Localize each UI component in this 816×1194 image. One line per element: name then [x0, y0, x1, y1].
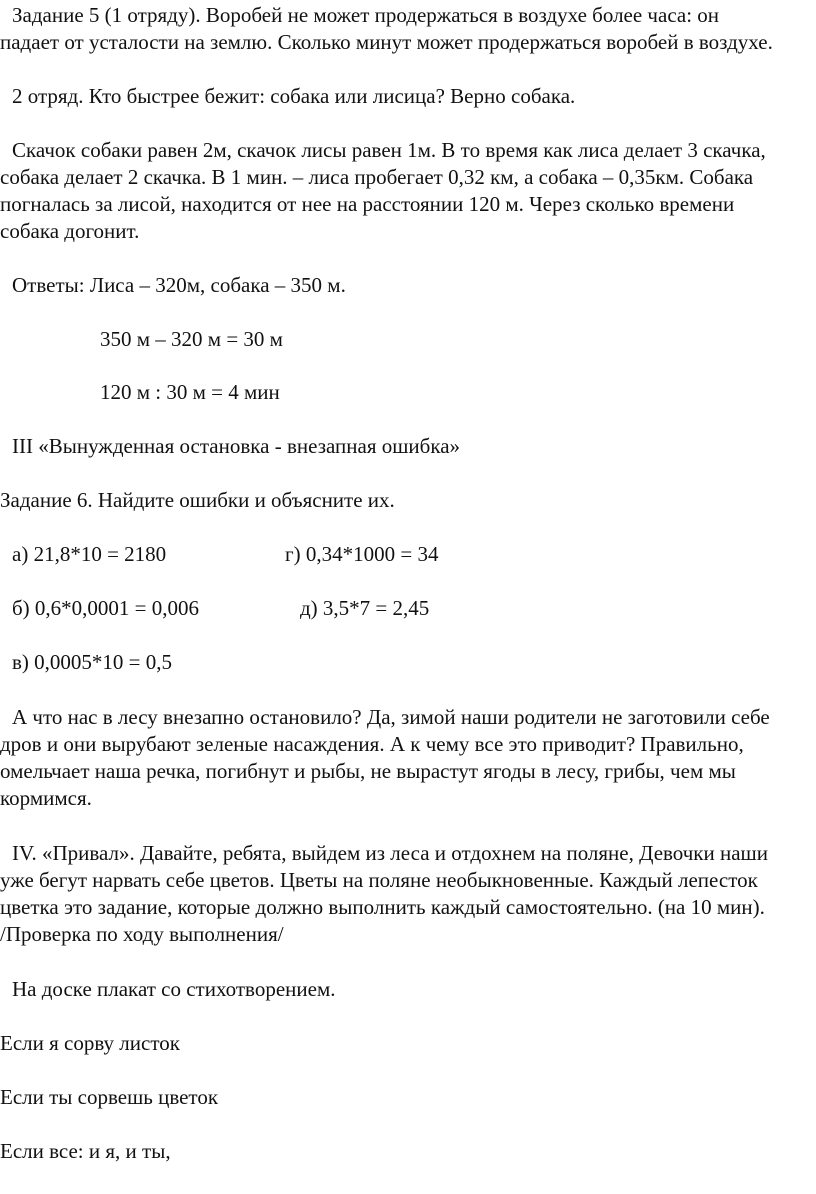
problem-line-3: погналась за лисой, находится от нее на расстоянии 120 м. Через сколько времени [0, 192, 735, 216]
task5-line-2: падает от усталости на землю. Сколько минут может продержаться воробей в воздухе. [0, 30, 773, 54]
team2-question: 2 отряд. Кто быстрее бежит: собака или лисица? Верно собака. [12, 84, 576, 108]
problem-line-2: собака делает 2 скачка. В 1 мин. – лиса пробегает 0,32 км, а собака – 0,35км. Собака [0, 165, 754, 189]
calc-2: 120 м : 30 м = 4 мин [100, 380, 280, 404]
exercise-g: г) 0,34*1000 = 34 [285, 542, 439, 566]
poem-line-2: Если ты сорвешь цветок [0, 1085, 219, 1109]
story-line-2: дров и они вырубают зеленые насаждения. А к чему все это приводит? Правильно, [0, 732, 744, 756]
task5-line-1: Задание 5 (1 отряду). Воробей не может продержаться в воздухе более часа: он [12, 3, 720, 27]
story-line-1: А что нас в лесу внезапно остановило? Да, зимой наши родители не заготовили себе [12, 705, 770, 729]
section4-line-3: цветка это задание, которые должно выполнить каждый самостоятельно. (на 10 мин). [0, 895, 765, 919]
section4-line-2: уже бегут нарвать себе цветов. Цветы на поляне необыкновенные. Каждый лепесток [0, 868, 758, 892]
exercise-b: б) 0,6*0,0001 = 0,006 [12, 596, 200, 620]
problem-line-1: Скачок собаки равен 2м, скачок лисы равен 1м. В то время как лиса делает 3 скачка, [12, 138, 766, 162]
section3-title: III «Вынужденная остановка - внезапная ошибка» [12, 434, 461, 458]
poem-line-1: Если я сорву листок [0, 1031, 180, 1055]
story-line-4: кормимся. [0, 786, 92, 810]
story-line-3: омельчает наша речка, погибнут и рыбы, не вырастут ягоды в лесу, грибы, чем мы [0, 759, 736, 783]
exercise-v: в) 0,0005*10 = 0,5 [12, 650, 173, 674]
section4-line-1: IV. «Привал». Давайте, ребята, выйдем из леса и отдохнем на поляне, Девочки наши [12, 841, 768, 865]
task6-heading: Задание 6. Найдите ошибки и объясните их. [0, 488, 395, 512]
poem-line-3: Если все: и я, и ты, [0, 1139, 171, 1163]
calc-1: 350 м – 320 м = 30 м [100, 327, 283, 351]
exercise-d: д) 3,5*7 = 2,45 [300, 596, 430, 620]
answers: Ответы: Лиса – 320м, собака – 350 м. [12, 273, 346, 297]
poster-text: На доске плакат со стихотворением. [12, 977, 336, 1001]
problem-line-4: собака догонит. [0, 219, 140, 243]
section4-line-4: /Проверка по ходу выполнения/ [0, 922, 284, 946]
exercise-a: а) 21,8*10 = 2180 [12, 542, 167, 566]
